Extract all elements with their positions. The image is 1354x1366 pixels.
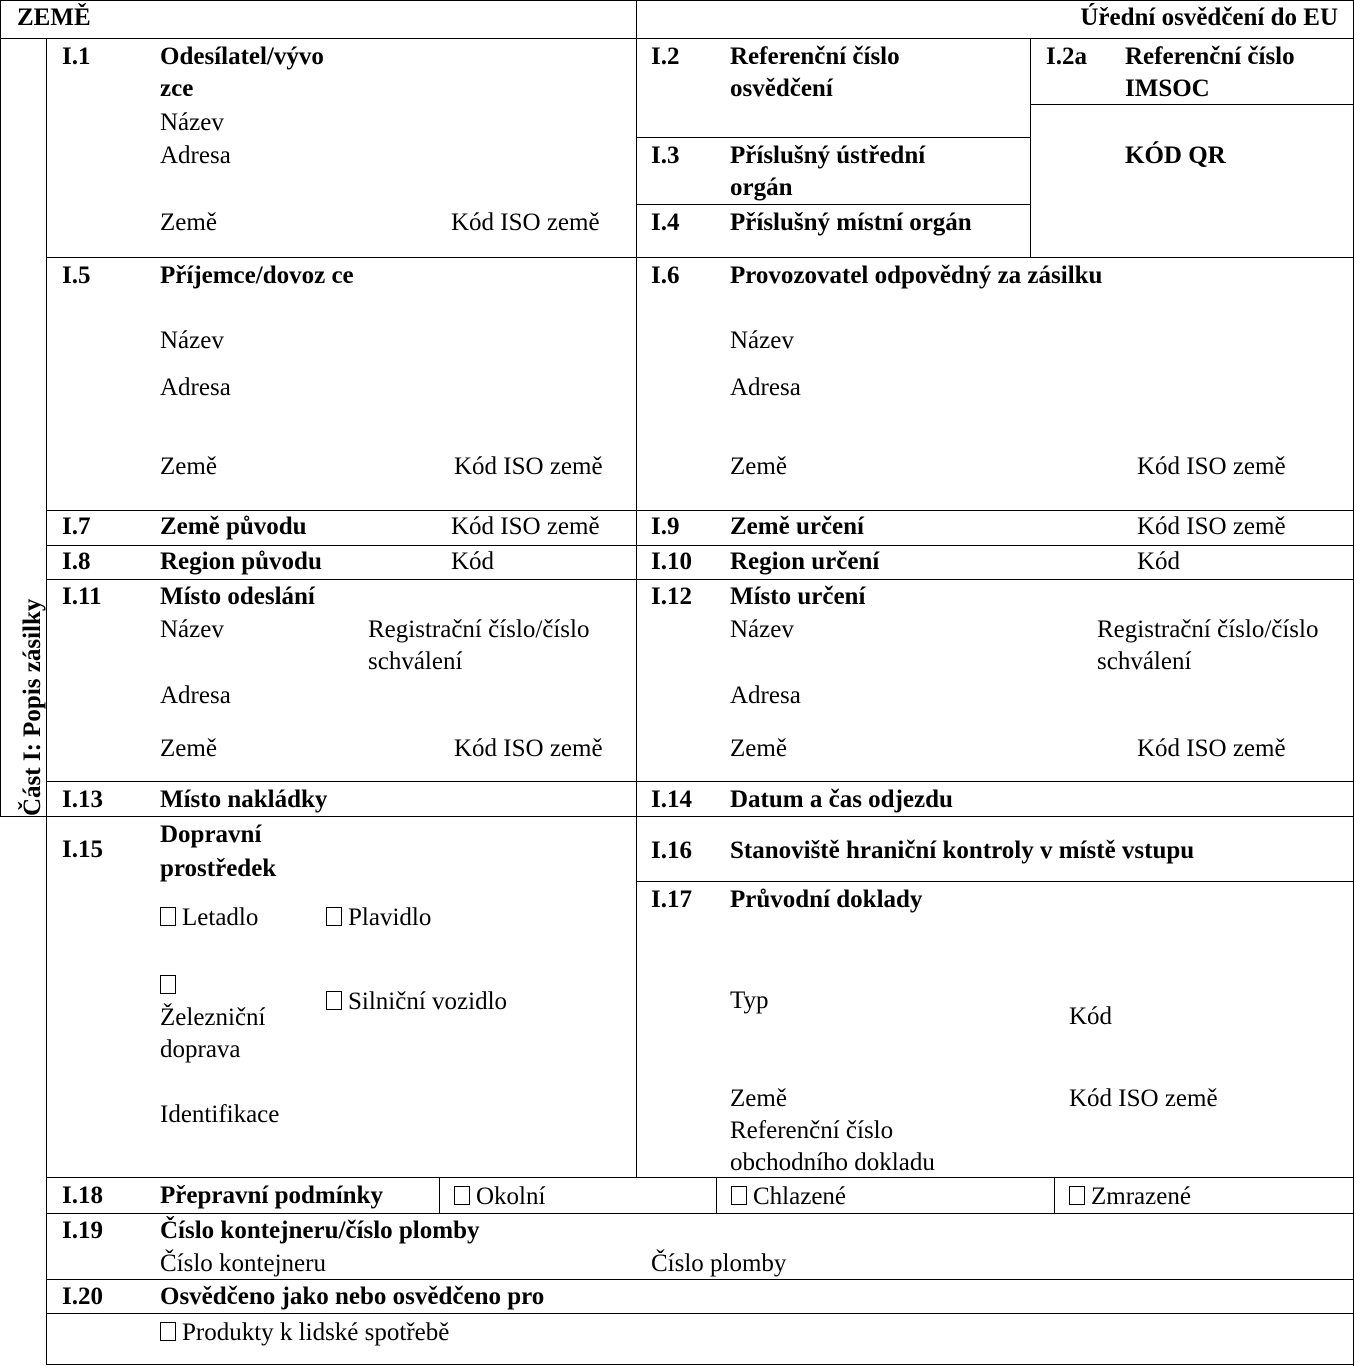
country-label: Země <box>160 735 217 762</box>
option-label: Produkty k lidské spotřebě <box>182 1319 450 1346</box>
box-title: Průvodní doklady <box>730 886 923 913</box>
checkbox-icon[interactable] <box>326 907 342 926</box>
box-number: I.9 <box>651 513 680 540</box>
option-label: Chlazené <box>753 1183 847 1210</box>
box-title: Země určení <box>730 513 864 540</box>
box-title: Dopravní prostředek <box>160 821 277 882</box>
identification-label: Identifikace <box>160 1101 280 1128</box>
country-label: Země <box>730 1085 787 1112</box>
checkbox-icon[interactable] <box>731 1186 747 1205</box>
iso-code-label: Kód ISO země <box>454 453 603 480</box>
container-number-label: Číslo kontejneru <box>160 1250 326 1277</box>
box-number: I.4 <box>651 209 680 236</box>
box-title: Příslušný místní orgán <box>730 209 972 236</box>
checkbox-icon[interactable] <box>160 1322 176 1341</box>
address-label: Adresa <box>730 374 801 401</box>
option-label: Okolní <box>476 1183 546 1210</box>
box-title: Číslo kontejneru/číslo plomby <box>160 1217 480 1244</box>
box-number: I.6 <box>651 262 680 289</box>
box-title: Místo určení <box>730 583 866 610</box>
address-label: Adresa <box>730 682 801 709</box>
box-number: I.18 <box>62 1182 103 1209</box>
box-number: I.15 <box>62 836 103 863</box>
option-label: Letadlo <box>182 904 259 931</box>
option-label: Silniční vozidlo <box>348 988 508 1015</box>
country-label: Země <box>160 209 217 236</box>
box-number: I.13 <box>62 786 103 813</box>
address-label: Adresa <box>160 142 231 169</box>
option-label: Plavidlo <box>348 904 432 931</box>
checkbox-icon[interactable] <box>160 907 176 926</box>
box-title: Referenční číslo IMSOC <box>1125 43 1295 102</box>
box-title: Příslušný ústřední orgán <box>730 142 926 201</box>
box-number: I.16 <box>651 837 692 864</box>
option-vessel[interactable] <box>326 902 431 934</box>
registration-label: Registrační číslo/číslo schválení <box>368 616 590 675</box>
iso-code-label: Kód ISO země <box>1069 1085 1218 1112</box>
box-number: I.5 <box>62 262 91 289</box>
option-human-consumption[interactable] <box>160 1317 449 1349</box>
iso-code-label: Kód ISO země <box>1137 453 1286 480</box>
box-title: Příjemce/dovoz ce <box>160 262 354 289</box>
name-label: Název <box>730 327 794 354</box>
box-number: I.1 <box>62 43 91 70</box>
option-aircraft[interactable] <box>160 902 258 934</box>
qr-code-label: KÓD QR <box>1125 142 1226 169</box>
country-label: Země <box>160 453 217 480</box>
country-header: ZEMĚ <box>17 4 91 31</box>
box-number: I.2 <box>651 43 680 70</box>
box-title: Přepravní podmínky <box>160 1182 383 1209</box>
part-label: Část I: Popis zásilky <box>19 598 46 816</box>
country-label: Země <box>730 453 787 480</box>
option-label: Zmrazené <box>1091 1183 1191 1210</box>
box-title: Region určení <box>730 548 880 575</box>
option-road-vehicle[interactable] <box>326 986 507 1018</box>
box-number: I.17 <box>651 886 692 913</box>
option-railway[interactable] <box>160 970 290 1066</box>
box-number: I.2a <box>1046 43 1087 70</box>
code-label: Kód <box>451 548 495 575</box>
checkbox-icon[interactable] <box>454 1186 470 1205</box>
code-label: Kód <box>1137 548 1181 575</box>
box-title: Země původu <box>160 513 307 540</box>
address-label: Adresa <box>160 682 231 709</box>
address-label: Adresa <box>160 374 231 401</box>
box-title: Osvědčeno jako nebo osvědčeno pro <box>160 1283 545 1310</box>
option-ambient[interactable] <box>454 1181 545 1213</box>
name-label: Název <box>160 616 224 643</box>
box-title: Místo nakládky <box>160 786 328 813</box>
box-number: I.7 <box>62 513 91 540</box>
checkbox-icon[interactable] <box>1069 1186 1085 1205</box>
box-number: I.8 <box>62 548 91 575</box>
option-chilled[interactable] <box>731 1181 846 1213</box>
box-number: I.20 <box>62 1283 103 1310</box>
box-number: I.14 <box>651 786 692 813</box>
code-label: Kód <box>1069 1003 1113 1030</box>
box-number: I.19 <box>62 1217 103 1244</box>
box-number: I.12 <box>651 583 692 610</box>
name-label: Název <box>160 109 224 136</box>
certificate-title: Úřední osvědčení do EU <box>1080 4 1338 31</box>
type-label: Typ <box>730 987 769 1014</box>
iso-code-label: Kód ISO země <box>451 209 600 236</box>
box-number: I.3 <box>651 142 680 169</box>
name-label: Název <box>730 616 794 643</box>
option-label: Železniční doprava <box>160 1004 266 1063</box>
box-title: Provozovatel odpovědný za zásilku <box>730 262 1103 289</box>
box-title: Datum a čas odjezdu <box>730 786 953 813</box>
box-title: Referenční číslo osvědčení <box>730 43 900 102</box>
checkbox-icon[interactable] <box>160 975 176 994</box>
registration-label: Registrační číslo/číslo schválení <box>1097 616 1319 675</box>
option-frozen[interactable] <box>1069 1181 1191 1213</box>
iso-code-label: Kód ISO země <box>1137 513 1286 540</box>
iso-code-label: Kód ISO země <box>454 735 603 762</box>
box-title: Odesílatel/vývo zce <box>160 43 324 102</box>
box-title: Stanoviště hraniční kontroly v místě vstupu <box>730 837 1195 864</box>
country-label: Země <box>730 735 787 762</box>
iso-code-label: Kód ISO země <box>451 513 600 540</box>
iso-code-label: Kód ISO země <box>1137 735 1286 762</box>
commercial-reference-label: Referenční číslo obchodního dokladu <box>730 1117 935 1176</box>
box-number: I.11 <box>62 583 102 610</box>
seal-number-label: Číslo plomby <box>651 1250 787 1277</box>
box-number: I.10 <box>651 548 692 575</box>
box-title: Region původu <box>160 548 322 575</box>
box-title: Místo odeslání <box>160 583 315 610</box>
name-label: Název <box>160 327 224 354</box>
checkbox-icon[interactable] <box>326 991 342 1010</box>
